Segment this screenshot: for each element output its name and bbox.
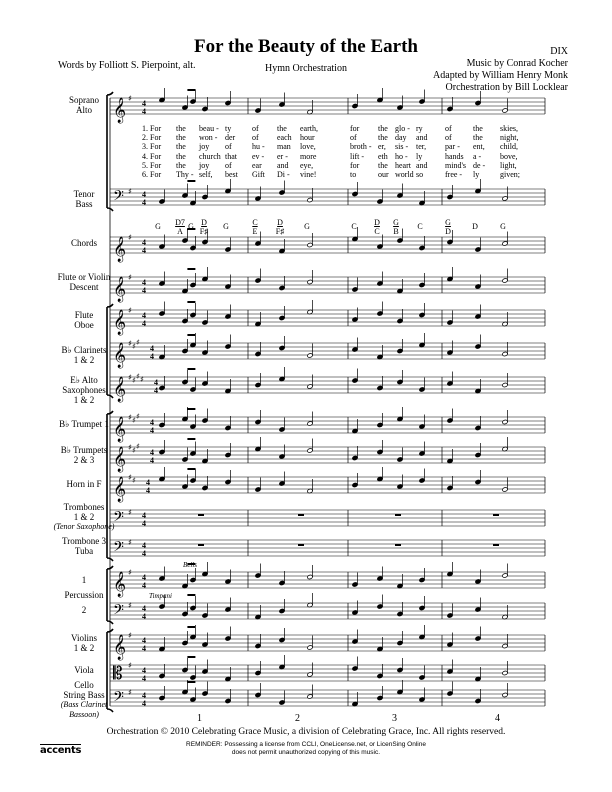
sharp-icon: ♯ (136, 442, 140, 451)
treble-clef-icon: 𝄞 (113, 477, 127, 502)
lyric-syllable: world (395, 170, 414, 179)
lyric-syllable: er, (378, 142, 386, 152)
whole-rest-icon (198, 514, 204, 516)
instrument-label (40, 272, 128, 292)
chord-symbol (223, 222, 229, 231)
instrument-label (40, 238, 128, 248)
measure-number: 2 (295, 713, 300, 724)
lyric-syllable: joy (199, 142, 210, 152)
instrument-label-line: Trombone 3 (62, 536, 106, 546)
instrument-label-line: Oboe (74, 320, 94, 330)
reminder-line-2: does not permit unauthorized copying of this music. (231, 749, 381, 756)
chord-symbol (200, 218, 208, 236)
sharp-icon: ♯ (128, 233, 132, 242)
time-signature: 4 (142, 190, 146, 199)
lyric-syllable: the (176, 151, 186, 161)
chord-root: G (393, 218, 399, 227)
chord-symbol (276, 218, 284, 236)
lyric-syllable: and (416, 133, 428, 143)
instrument-label-line: Flute or Violin (57, 272, 111, 282)
instrument-label (40, 536, 128, 556)
chord-symbol (472, 222, 478, 231)
chord-bass: C (374, 227, 380, 236)
lyric-syllable: man (277, 142, 291, 152)
bass-clef-icon: 𝄢 (113, 188, 124, 208)
time-signature: 4 (142, 319, 146, 328)
measure-number: 1 (197, 713, 202, 724)
time-signature: 4 (150, 352, 154, 361)
instrument-label-line: 1 & 2 (73, 643, 95, 653)
lyric-syllable: bove, (500, 151, 518, 161)
lyric-syllable: the (473, 124, 483, 133)
lyric-syllable: and (277, 160, 289, 170)
instrument-label-line: 1 & 2 (73, 355, 95, 365)
instrument-label (40, 419, 128, 429)
measure-number: 3 (392, 713, 397, 724)
whole-rest-icon (198, 544, 204, 546)
lyric-syllable: 3. For (142, 142, 162, 152)
lyric-syllable: light, (500, 160, 517, 170)
instrument-label-line: B♭ Trumpets (60, 445, 108, 455)
lyric-syllable: 1. For (142, 124, 162, 133)
treble-clef-icon: 𝄞 (113, 277, 127, 302)
lyric-syllable: the (473, 133, 483, 143)
sharp-icon: ♯ (128, 538, 132, 547)
chord-bass: B (393, 227, 399, 236)
time-signature: 4 (150, 344, 154, 353)
instrument-label (40, 680, 128, 720)
chord-symbol (393, 218, 399, 236)
time-signature: 4 (146, 486, 150, 495)
time-signature: 4 (142, 238, 146, 247)
instrument-label-line: 2 (81, 605, 87, 615)
lyric-syllable: par - (445, 142, 460, 152)
lyric-syllable: church (199, 151, 221, 161)
lyric-syllable: ly (416, 151, 423, 161)
lyric-syllable: that (225, 151, 237, 161)
accents-logo: accents (40, 745, 82, 756)
instrument-label-line: 1 (81, 575, 87, 585)
copyright-notice: Orchestration © 2010 Celebrating Grace Music, a division of Celebrating Grace, Inc. All rights reserved. (106, 727, 506, 737)
treble-clef-icon: 𝄞 (113, 572, 127, 597)
chord-root: G (223, 222, 229, 231)
sharp-icon: ♯ (132, 476, 136, 485)
lyric-syllable: 6. For (142, 170, 162, 179)
instrument-label-line: Trombones (63, 502, 105, 512)
lyric-syllable: sis - (395, 142, 409, 152)
sharp-icon: ♯ (136, 338, 140, 347)
whole-rest-icon (395, 544, 401, 546)
chord-symbol (188, 222, 194, 231)
time-signature: 4 (150, 456, 154, 465)
sharp-icon: ♯ (128, 373, 132, 382)
lyric-syllable: each (277, 133, 292, 143)
sharp-icon: ♯ (128, 443, 132, 452)
lyric-syllable: the (176, 142, 186, 152)
chord-symbol (252, 218, 257, 236)
instrument-label-line: Tuba (74, 546, 94, 556)
time-signature: 4 (142, 541, 146, 550)
words-credit: Words by Folliott S. Pierpoint, alt. (58, 60, 196, 71)
treble-clef-icon: 𝄞 (113, 635, 127, 660)
instrument-label-line: Cello (74, 680, 94, 690)
time-signature: 4 (154, 378, 158, 387)
chord-symbol (500, 222, 506, 231)
lyric-syllable: Gift (252, 170, 265, 179)
instrument-label-line: B♭ Clarinets (61, 345, 107, 355)
lyric-syllable: ly (473, 170, 480, 179)
lyric-syllable: won - (199, 133, 218, 143)
chord-symbol (155, 222, 161, 231)
chord-root: C (351, 222, 357, 231)
time-signature: 4 (142, 604, 146, 613)
time-signature: 4 (142, 612, 146, 621)
lyric-syllable: and (416, 160, 428, 170)
page-title: For the Beauty of the Earth (194, 36, 418, 57)
lyric-syllable: for (350, 124, 360, 133)
chord-bass: D (445, 227, 451, 236)
time-signature: 4 (142, 511, 146, 520)
lyric-syllable: day (395, 133, 407, 143)
lyric-syllable: of (445, 133, 452, 143)
lyric-syllable: der (225, 133, 236, 143)
lyric-syllable: ent, (473, 142, 485, 152)
instrument-label (40, 445, 128, 465)
lyric-syllable: the (378, 160, 388, 170)
lyric-syllable: eye, (300, 160, 314, 170)
lyric-syllable: vine! (300, 170, 317, 179)
sharp-icon: ♯ (128, 568, 132, 577)
lyric-syllable: the (176, 133, 186, 143)
time-signature: 4 (154, 386, 158, 395)
sharp-icon: ♯ (128, 273, 132, 282)
chord-symbol (175, 218, 185, 236)
time-signature: 4 (150, 448, 154, 457)
lyric-syllable: eth (378, 151, 388, 161)
lyric-syllable: self, (199, 170, 213, 179)
lyric-syllable: night, (500, 133, 519, 143)
time-signature: 4 (142, 644, 146, 653)
bass-clef-icon: 𝄢 (113, 602, 124, 622)
chord-bass: F♯ (199, 227, 209, 236)
lyric-syllable: ear (252, 160, 262, 170)
whole-rest-icon (395, 514, 401, 516)
time-signature: 4 (142, 278, 146, 287)
instrument-label-line: Soprano (69, 95, 99, 105)
instrument-label (40, 665, 128, 675)
lyric-syllable: lift - (350, 151, 364, 161)
sharp-icon: ♯ (132, 446, 136, 455)
chord-root: G (304, 222, 310, 231)
instrument-label-line: Flute (74, 310, 94, 320)
time-signature: 4 (142, 674, 146, 683)
time-signature: 4 (142, 198, 146, 207)
instrument-label (40, 189, 128, 209)
chord-bass: A (177, 227, 183, 236)
instrument-label (40, 95, 128, 115)
time-signature: 4 (142, 286, 146, 295)
chord-root: D (201, 218, 207, 227)
lyric-syllable: of (252, 133, 259, 143)
chord-root: G (155, 222, 161, 231)
sharp-icon: ♯ (128, 339, 132, 348)
chord-root: G (500, 222, 506, 231)
time-signature: 4 (142, 311, 146, 320)
instrument-label-line: 1 & 2 (73, 395, 95, 405)
tune-name: DIX (550, 46, 568, 57)
lyric-syllable: ho - (395, 151, 408, 161)
sharp-icon: ♯ (140, 375, 144, 384)
time-signature: 4 (150, 418, 154, 427)
lyric-syllable: mind's (445, 160, 466, 170)
lyric-syllable: for (350, 160, 360, 170)
sharp-icon: ♯ (128, 473, 132, 482)
instrument-label-line: String Bass (63, 690, 105, 700)
chord-root: D (374, 218, 380, 227)
instrument-label (40, 310, 128, 330)
treble-clef-icon: 𝄞 (113, 343, 127, 368)
treble-clef-icon: 𝄞 (113, 237, 127, 262)
lyric-syllable: the (277, 124, 287, 133)
chord-root: D (277, 218, 283, 227)
instrument-label-line: Chords (70, 238, 97, 248)
sharp-icon: ♯ (128, 306, 132, 315)
instrument-label-line: Percussion (64, 590, 104, 600)
sharp-icon: ♯ (128, 631, 132, 640)
instrument-label-line: (Tenor Saxophone) (53, 522, 115, 531)
sharp-icon: ♯ (128, 661, 132, 670)
lyric-syllable: child, (500, 142, 518, 152)
sharp-icon: ♯ (132, 416, 136, 425)
lyric-syllable: the (176, 124, 186, 133)
chord-symbol (417, 222, 422, 231)
treble-clef-icon: 𝄞 (113, 98, 127, 123)
lyric-syllable: the (176, 160, 186, 170)
chord-symbol (374, 218, 380, 236)
lyric-syllable: love, (300, 142, 316, 152)
instrument-label (40, 573, 128, 618)
reminder-line-1: REMINDER: Possessing a license from CCLI, OneLicense.net, or LicenSing Online (186, 741, 426, 748)
sharp-icon: ♯ (128, 688, 132, 697)
bells-label: Bells (183, 561, 197, 569)
lyric-syllable: so (416, 170, 424, 179)
chord-root: C (417, 222, 423, 231)
orchestration-credit: Orchestration by Bill Locklear (445, 82, 568, 93)
whole-rest-icon (298, 544, 304, 546)
lyric-syllable: earth, (300, 124, 318, 133)
chord-symbol (445, 218, 451, 236)
instrument-label-line: Alto (75, 105, 92, 115)
lyric-syllable: of (225, 160, 232, 170)
instrument-label-line: Horn in F (66, 479, 102, 489)
treble-clef-icon: 𝄞 (113, 377, 127, 402)
bass-clef-icon: 𝄢 (113, 539, 124, 559)
time-signature: 4 (142, 549, 146, 558)
instrument-label-line: Bass (75, 199, 93, 209)
chord-root: D (472, 222, 478, 231)
lyric-syllable: the (378, 133, 388, 143)
instrument-label (40, 633, 128, 653)
sharp-icon: ♯ (136, 372, 140, 381)
time-signature: 4 (142, 519, 146, 528)
lyric-syllable: of (252, 124, 259, 133)
whole-rest-icon (298, 514, 304, 516)
lyric-syllable: 4. For (142, 151, 162, 161)
treble-clef-icon: 𝄞 (113, 417, 127, 442)
time-signature: 4 (142, 666, 146, 675)
lyric-syllable: ry (416, 124, 423, 133)
chord-symbol (351, 222, 356, 231)
lyric-syllable: Thy - (176, 170, 194, 179)
time-signature: 4 (142, 581, 146, 590)
instrument-label-line: 2 & 3 (73, 455, 95, 465)
adapted-credit: Adapted by William Henry Monk (433, 70, 568, 81)
lyric-syllable: 2. For (142, 133, 162, 143)
lyric-syllable: free - (445, 170, 463, 179)
lyric-syllable: hour (300, 133, 315, 143)
sharp-icon: ♯ (136, 412, 140, 421)
time-signature: 4 (142, 573, 146, 582)
instrument-label (40, 479, 128, 489)
lyric-syllable: broth - (350, 142, 372, 152)
chord-root: G (445, 218, 451, 227)
instrument-label (40, 502, 128, 532)
lyric-syllable: skies, (500, 124, 518, 133)
sharp-icon: ♯ (132, 376, 136, 385)
lyric-syllable: to (350, 170, 357, 179)
lyric-syllable: ty (225, 124, 232, 133)
sharp-icon: ♯ (128, 601, 132, 610)
measure-number: 4 (495, 713, 500, 724)
alto-clef-icon: 𝄡 (113, 664, 123, 684)
time-signature: 4 (142, 699, 146, 708)
treble-clef-icon: 𝄞 (113, 310, 127, 335)
time-signature: 4 (142, 107, 146, 116)
lyric-syllable: hu - (252, 142, 265, 152)
lyric-syllable: beau - (199, 124, 219, 133)
instrument-label-line: (Bass Clarinet (60, 700, 108, 709)
lyric-syllable: our (378, 170, 389, 179)
instrument-label-line: Descent (69, 282, 99, 292)
chord-root: C (252, 218, 258, 227)
chord-root: G (188, 222, 194, 231)
lyric-syllable: ter, (416, 142, 427, 152)
treble-clef-icon: 𝄞 (113, 447, 127, 472)
time-signature: 4 (142, 691, 146, 700)
chord-root: D7 (175, 218, 185, 227)
instrument-label-line: B♭ Trumpet 1 (59, 419, 109, 429)
instrument-label-line: E♭ Alto (70, 375, 98, 385)
lyric-syllable: joy (199, 160, 210, 170)
lyric-syllable: ev - (252, 151, 265, 161)
time-signature: 4 (142, 246, 146, 255)
bass-clef-icon: 𝄢 (113, 509, 124, 529)
sharp-icon: ♯ (128, 508, 132, 517)
lyric-syllable: best (225, 170, 238, 179)
timpani-label: Timpani (149, 592, 172, 600)
lyric-syllable: heart (395, 160, 411, 170)
time-signature: 4 (142, 636, 146, 645)
chord-bass: E (252, 227, 258, 236)
lyric-syllable: a - (473, 151, 482, 161)
instrument-label-line: Bassoon) (69, 710, 99, 719)
whole-rest-icon (493, 514, 499, 516)
lyric-syllable: glo - (395, 124, 410, 133)
instrument-label-line: Saxophones (62, 385, 106, 395)
chord-symbol (304, 222, 310, 231)
sharp-icon: ♯ (128, 413, 132, 422)
lyric-syllable: Di - (277, 170, 290, 179)
sharp-icon: ♯ (132, 342, 136, 351)
instrument-label (40, 345, 128, 365)
instrument-label-line: Violins (71, 633, 97, 643)
lyric-syllable: more (300, 151, 317, 161)
music-credit: Music by Conrad Kocher (466, 58, 568, 69)
whole-rest-icon (493, 544, 499, 546)
chord-bass: F♯ (275, 227, 285, 236)
subtitle: Hymn Orchestration (265, 63, 347, 74)
instrument-label-line: Tenor (73, 189, 95, 199)
lyric-syllable: 5. For (142, 160, 162, 170)
lyric-syllable: de - (473, 160, 486, 170)
lyric-syllable: of (445, 124, 452, 133)
time-signature: 4 (150, 426, 154, 435)
time-signature: 4 (146, 478, 150, 487)
lyric-syllable: er - (277, 151, 288, 161)
lyric-syllable: given; (500, 170, 520, 179)
lyric-syllable: the (378, 124, 388, 133)
lyric-syllable: of (225, 142, 232, 152)
bass-clef-icon: 𝄢 (113, 689, 124, 709)
lyric-syllable: hands (445, 151, 464, 161)
instrument-label (40, 375, 128, 405)
sharp-icon: ♯ (128, 94, 132, 103)
lyric-syllable: of (350, 133, 357, 143)
instrument-label-line: Viola (74, 665, 94, 675)
time-signature: 4 (142, 99, 146, 108)
sharp-icon: ♯ (128, 187, 132, 196)
instrument-label-line: 1 & 2 (73, 512, 95, 522)
